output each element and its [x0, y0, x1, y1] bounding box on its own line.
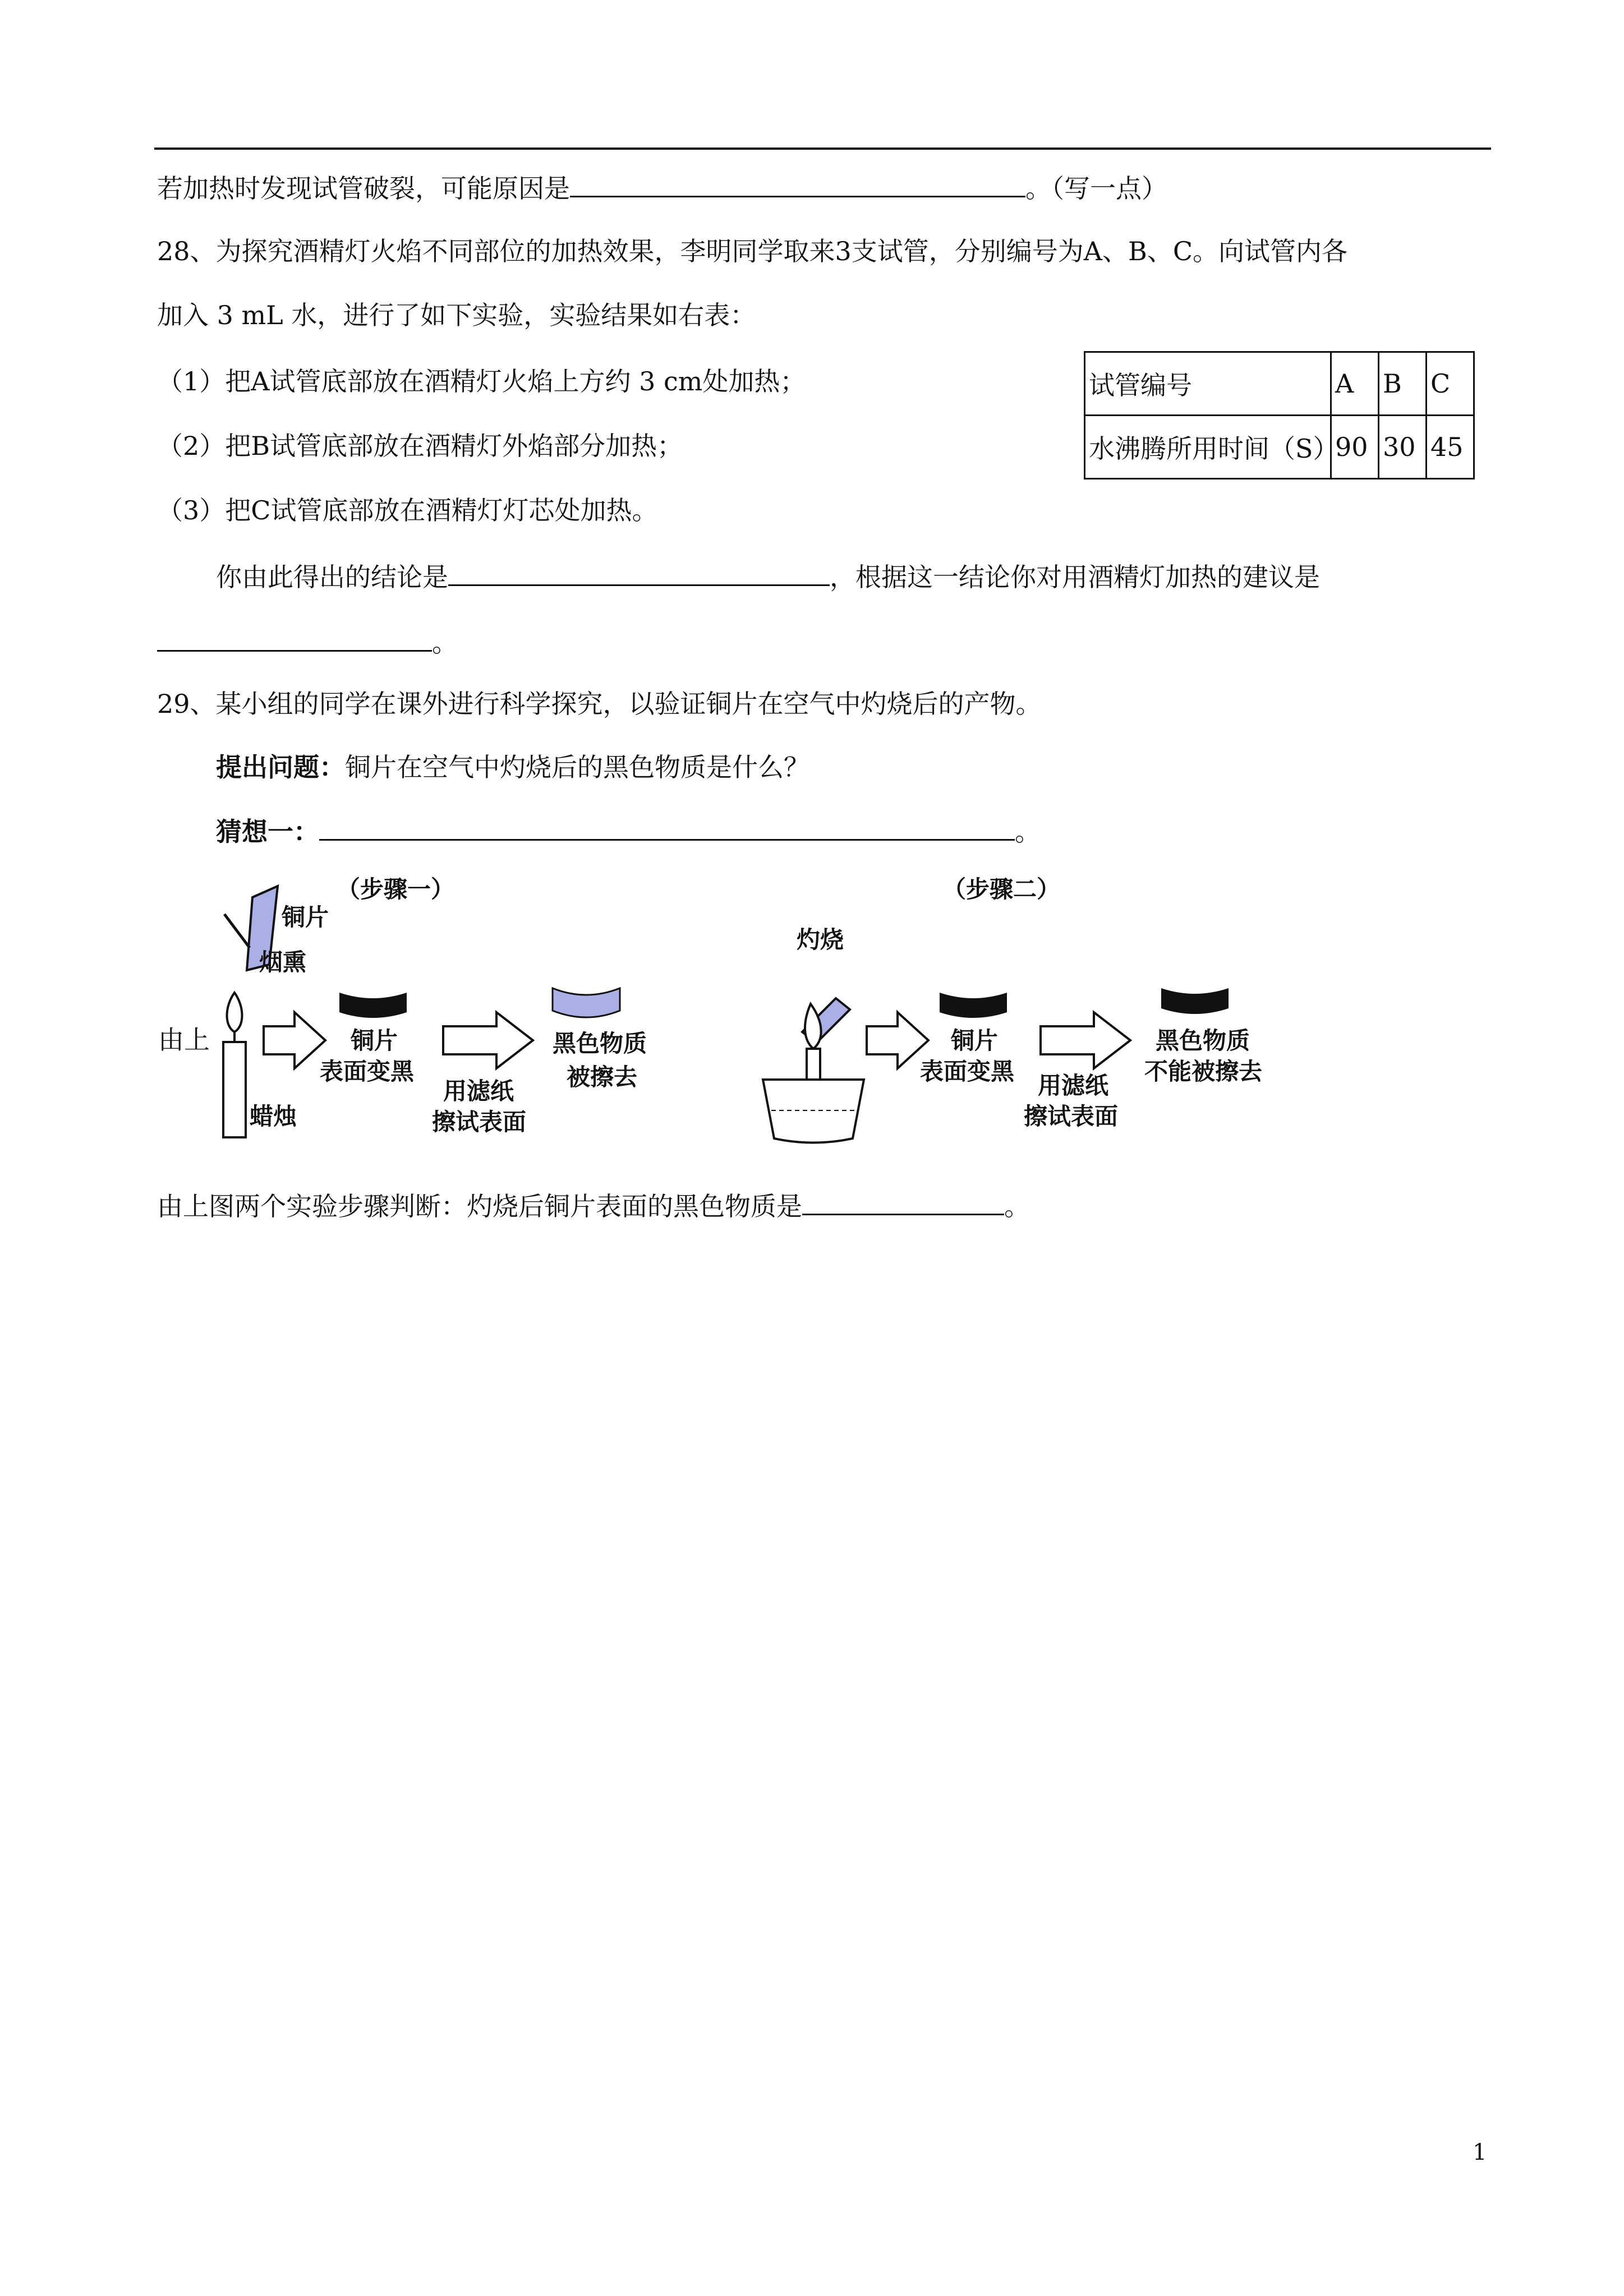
black-label-1: 黑色物质: [553, 1030, 647, 1057]
final-text: 由上图两个实验步骤判断：灼烧后铜片表面的黑色物质是: [157, 1191, 802, 1221]
q28-step3: （3）把C试管底部放在酒精灯灯芯处加热。: [157, 495, 658, 525]
experiment-diagram: [151, 864, 1273, 1155]
copper-label: 铜片: [282, 903, 329, 931]
black2-label-2: 不能被擦去: [1144, 1058, 1263, 1085]
guess-label: 猜想一：: [216, 817, 319, 847]
q28-line1: 28、为探究酒精灯火焰不同部位的加热效果，李明同学取来3支试管，分别编号为A、B、C。向试管内各: [157, 236, 1348, 266]
page-number: 1: [1473, 2140, 1487, 2165]
wipe-label-2: 擦试表面: [432, 1108, 527, 1136]
candle-icon: [223, 993, 246, 1137]
table-header-cell: 试管编号: [1085, 352, 1331, 416]
ask-text: 铜片在空气中灼烧后的黑色物质是什么？: [345, 752, 809, 782]
table-header-cell: B: [1379, 352, 1427, 416]
table-cell: 45: [1427, 416, 1474, 479]
diagram-prefix: 由上: [158, 1025, 210, 1055]
suggestion-label: ，根据这一结论你对用酒精灯加热的建议是: [830, 562, 1320, 592]
q27-crack-line: [157, 171, 1167, 205]
q28-step2: （2）把B试管底部放在酒精灯外焰部分加热；: [157, 431, 683, 461]
answer-blank-crack: [570, 171, 1025, 197]
blackened-strip-icon: [940, 993, 1007, 1018]
arrow-right-icon: [443, 1012, 533, 1068]
q27-tail: 。（写一点）: [1025, 173, 1167, 204]
q28-line2: 加入 3 mL 水，进行了如下实验，实验结果如右表：: [157, 300, 756, 330]
candle-label: 蜡烛: [250, 1103, 297, 1130]
smoke-label: 烟熏: [259, 948, 307, 976]
wipe2-label-2: 擦试表面: [1024, 1103, 1119, 1130]
ask-label: 提出问题：: [216, 752, 345, 782]
burn-label: 灼烧: [797, 926, 844, 953]
arrow-right-icon: [1041, 1012, 1130, 1068]
question-line: [216, 750, 809, 784]
darken-label-2: 表面变黑: [320, 1058, 415, 1085]
blackened-strip-icon: [339, 993, 407, 1018]
final-period: 。: [1004, 1191, 1030, 1221]
alcohol-lamp-icon: [763, 1004, 864, 1143]
suggestion-period: 。: [432, 628, 458, 658]
table-cell: 30: [1379, 416, 1427, 479]
q28-step1: （1）把A试管底部放在酒精灯火焰上方约 3 cm处加热；: [157, 366, 806, 397]
arrow-right-icon: [867, 1012, 928, 1068]
result-table: [1084, 351, 1475, 480]
darken-label-1: 铜片: [351, 1027, 398, 1054]
guess-period: 。: [1015, 817, 1041, 847]
table-header-cell: A: [1331, 352, 1379, 416]
wipe2-label-1: 用滤纸: [1038, 1072, 1109, 1099]
wipe-label-1: 用滤纸: [443, 1077, 514, 1105]
table-row: [1085, 416, 1474, 479]
table-cell: 水沸腾所用时间（S）: [1085, 416, 1331, 479]
blackened-strip-icon: [1161, 988, 1229, 1014]
q27-text: 若加热时发现试管破裂，可能原因是: [157, 173, 570, 204]
header-rule: [154, 147, 1491, 150]
final-line: [157, 1189, 1030, 1223]
suggestion-line: [157, 625, 458, 660]
clean-strip-icon: [553, 988, 620, 1017]
q29-line: 29、某小组的同学在课外进行科学探究，以验证铜片在空气中灼烧后的产物。: [157, 689, 1042, 719]
conclusion-line: [216, 560, 1320, 594]
table-header-cell: C: [1427, 352, 1474, 416]
table-cell: 90: [1331, 416, 1379, 479]
answer-blank-guess: [319, 814, 1015, 841]
black-label-2: 被擦去: [567, 1063, 638, 1091]
guess-line: [216, 814, 1041, 849]
answer-blank-suggestion: [157, 625, 432, 652]
table-row: [1085, 352, 1474, 416]
conclusion-label: 你由此得出的结论是: [216, 562, 448, 592]
darken2-label-2: 表面变黑: [920, 1058, 1015, 1085]
answer-blank-conclusion: [448, 560, 830, 586]
step1-title: （步骤一）: [337, 875, 455, 903]
darken2-label-1: 铜片: [951, 1027, 999, 1054]
black2-label-1: 黑色物质: [1156, 1027, 1250, 1054]
step2-title: （步骤二）: [942, 875, 1061, 903]
answer-blank-black-substance: [802, 1189, 1004, 1215]
arrow-right-icon: [264, 1012, 325, 1068]
